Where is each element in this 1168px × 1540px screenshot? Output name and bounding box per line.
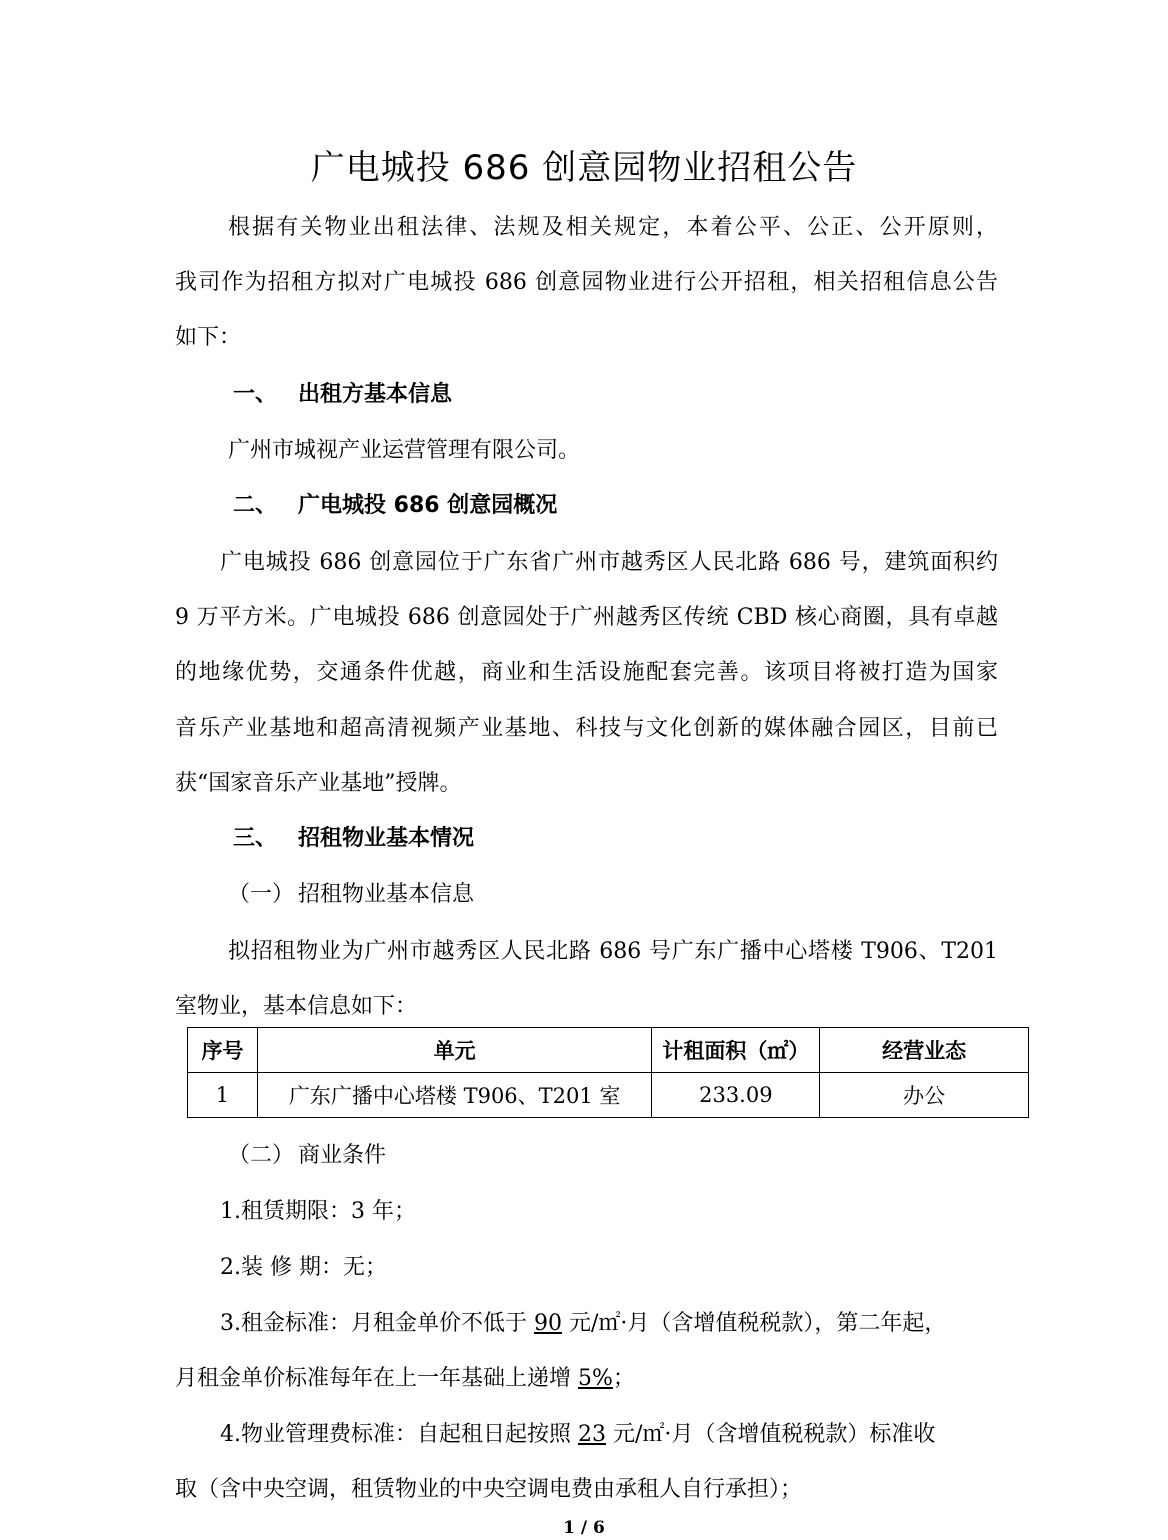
section-1-heading: 出租方基本信息 <box>298 382 453 407</box>
section-2-heading: 广电城投 686 创意园概况 <box>298 493 558 518</box>
section-2-line-4: 音乐产业基地和超高清视频产业基地、科技与文化创新的媒体融合园区，目前已 <box>175 716 998 741</box>
subsection-1-body-line-2: 室物业，基本信息如下： <box>175 994 418 1019</box>
subsection-1-heading: 招租物业基本信息 <box>298 882 475 907</box>
subsection-2-heading: 商业条件 <box>298 1143 387 1168</box>
annual-increase-rate: 5% <box>578 1366 613 1391</box>
management-fee-price: 23 <box>578 1422 606 1447</box>
document-title: 广电城投 686 创意园物业招租公告 <box>310 148 858 188</box>
table-row <box>188 1073 1029 1118</box>
fee-text-pre: 4.物业管理费标准：自起租日起按照 <box>220 1422 578 1447</box>
section-2-line-3: 的地缘优势，交通条件优越，商业和生活设施配套完善。该项目将被打造为国家 <box>175 660 998 685</box>
rent-unit-price: 90 <box>533 1311 562 1336</box>
section-2-line-5: 获“国家音乐产业基地”授牌。 <box>175 771 462 796</box>
intro-line-2: 我司作为招租方拟对广电城投 686 创意园物业进行公开招租，相关招租信息公告 <box>175 270 998 295</box>
term-renovation-period: 2.装 修 期：无； <box>220 1255 387 1280</box>
fee-text-post: 元/㎡·月（含增值税税款）标准收 <box>606 1422 936 1447</box>
header-area: 计租面积（㎡） <box>652 1028 820 1073</box>
term-rent-standard-line-1 <box>220 1309 946 1339</box>
rent-text-pre: 3.租金标准：月租金单价不低于 <box>220 1311 534 1336</box>
increase-text-post: ； <box>612 1366 635 1391</box>
term-management-fee-line-1 <box>220 1420 935 1450</box>
section-3-number: 三、 <box>233 826 278 851</box>
section-1-number: 一、 <box>233 382 278 407</box>
increase-text-pre: 月租金单价标准每年在上一年基础上递增 <box>175 1366 578 1391</box>
property-info-table <box>187 1027 1029 1118</box>
term-rent-standard-line-2 <box>175 1364 635 1394</box>
cell-serial: 1 <box>188 1073 258 1118</box>
rent-text-post: 元/㎡·月（含增值税税款），第二年起， <box>561 1311 947 1336</box>
section-1-body: 广州市城视产业运营管理有限公司。 <box>228 438 581 463</box>
term-management-fee-line-2: 取（含中央空调，租赁物业的中央空调电费由承租人自行承担）； <box>175 1477 803 1502</box>
section-2-number: 二、 <box>233 493 278 518</box>
cell-area: 233.09 <box>652 1073 820 1118</box>
page-number: 1 / 6 <box>563 1518 605 1538</box>
cell-unit: 广东广播中心塔楼 T906、T201 室 <box>257 1073 652 1118</box>
subsection-2-number: （二） <box>228 1143 295 1168</box>
term-lease-period: 1.租赁期限：3 年； <box>220 1199 416 1224</box>
header-serial: 序号 <box>188 1028 258 1073</box>
subsection-1-body-line-1: 拟招租物业为广州市越秀区人民北路 686 号广东广播中心塔楼 T906、T201 <box>228 939 998 964</box>
intro-line-1: 根据有关物业出租法律、法规及相关规定，本着公平、公正、公开原则， <box>228 215 998 240</box>
section-3-heading: 招租物业基本情况 <box>298 826 475 851</box>
section-2-line-2: 9 万平方米。广电城投 686 创意园处于广州越秀区传统 CBD 核心商圈，具有卓越 <box>175 605 998 630</box>
cell-business-type: 办公 <box>820 1073 1029 1118</box>
header-unit: 单元 <box>257 1028 652 1073</box>
subsection-1-number: （一） <box>228 882 295 907</box>
section-2-line-1: 广电城投 686 创意园位于广东省广州市越秀区人民北路 686 号，建筑面积约 <box>220 550 998 575</box>
table-header-row <box>188 1028 1029 1073</box>
intro-line-3: 如下： <box>175 325 242 350</box>
header-business-type: 经营业态 <box>820 1028 1029 1073</box>
